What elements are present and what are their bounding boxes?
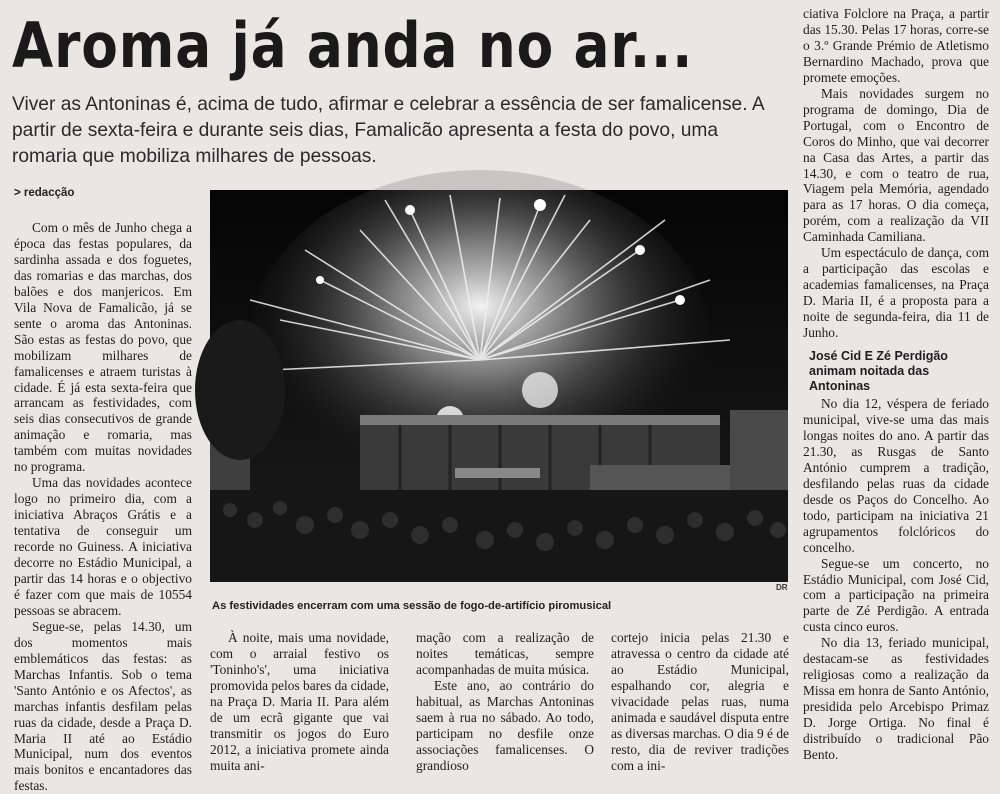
paragraph: Segue-se um concerto, no Estádio Municipal, com José Cid, com a participação na primeira parte de Zé Perdigão. A entrada custa cinco euros. bbox=[803, 555, 989, 635]
paragraph: Um espectáculo de dança, com a participação das escolas e academias famalicenses, na Praça D. Maria II, é a proposta para a noite de segunda-feira, dia 11 de Junho. bbox=[803, 245, 989, 341]
paragraph: Mais novidades surgem no programa de domingo, Dia de Portugal, com o Encontro de Coros do Minho, que vai decorrer na Casa das Artes, a partir das 14.30, e com o teatro de rua, Viagem pela Memória, agendado para as 17 horas. O dia começa, porém, com a realização da VII Caminhada Camiliana. bbox=[803, 85, 989, 245]
photo-credit: DR bbox=[776, 583, 788, 592]
article-column-5 bbox=[803, 6, 989, 762]
paragraph: No dia 13, feriado municipal, destacam-se as festividades religiosas como a realização da Missa em honra de Santo António, presidida pelo Arcebispo Primaz D. Jorge Ortiga. No final é distribuído o tradicional Pão Bento. bbox=[803, 635, 989, 762]
paragraph: cortejo inicia pelas 21.30 e atravessa o centro da cidade até ao Estádio Municipal, espalhando cor, alegria e vivacidade pelas ruas, numa animada e saudável disputa entre as diversas marchas. O dia 9 é de resto, dia de reviver tradições com a ini- bbox=[611, 630, 789, 773]
headline: Aroma já anda no ar... bbox=[12, 9, 694, 82]
byline: > redacção bbox=[14, 187, 75, 199]
article-column-2 bbox=[210, 630, 389, 773]
paragraph: Com o mês de Junho chega a época das festas populares, da sardinha assada e dos foguetes, das romarias e das marchas, dos balões e dos manjericos. Em Vila Nova de Famalicão, já se sente o aroma das Antoninas. São estas as festas do povo, que mobilizam milhares de famalicenses e atraem turistas à cidade. É já esta sexta-feira que arrancam as festividades, com seis dias consecutivos de grande animação e romaria, mas também com muitas novidades no programa. bbox=[14, 220, 192, 475]
article-column-3 bbox=[416, 630, 594, 773]
tree bbox=[195, 320, 285, 460]
photo-caption: As festividades encerram com uma sessão de fogo-de-artifício piromusical bbox=[212, 600, 612, 612]
section-subheading: José Cid E Zé Perdigão animam noitada das Antoninas bbox=[809, 349, 948, 394]
paragraph: Segue-se, pelas 14.30, um dos momentos mais emblemáticos das festas: as Marchas Infantis. Sob o tema 'Santo António e os Afectos', as marchas infantis desfilam pelas ruas da cidade, desde a Praça D. Maria II até ao Estádio Municipal, num dos eventos mais bonitos e encantadores das festas. bbox=[14, 618, 192, 794]
fireworks-photo bbox=[210, 190, 788, 582]
paragraph: mação com a realização de noites temáticas, sempre acompanhadas de muita música. bbox=[416, 630, 594, 677]
stage-roof bbox=[455, 468, 540, 478]
paragraph: ciativa Folclore na Praça, a partir das 15.30. Pelas 17 horas, corre-se o 3.º Grande Prémio de Atletismo Bernardino Machado, prova que promete emoções. bbox=[803, 6, 989, 85]
paragraph: No dia 12, véspera de feriado municipal, vive-se uma das mais longas noites do ano. A partir das 21.30, as Rusgas de Santo António cumprem a tradição, desfilando pelas ruas da cidade desde os Paços do Concelho. Ao todo, participam na iniciativa 21 agrupamentos folclóricos do concelho. bbox=[803, 396, 989, 555]
paragraph: Uma das novidades acontece logo no primeiro dia, com a iniciativa Abraços Grátis e a tentativa de conseguir um recorde no Guiness. A iniciativa decorre no Estádio Municipal, a partir das 14 horas e o objectivo é fazer com que mais de 10554 pessoas se abracem. bbox=[14, 475, 192, 618]
article-column-1 bbox=[14, 220, 192, 794]
article-column-4 bbox=[611, 630, 789, 773]
paragraph: À noite, mais uma novidade, com o arraial festivo os 'Toninho's', uma iniciativa promovida pelos bares da cidade, na Praça D. Maria II. Para além de um ecrã gigante que vai transmitir os jogos do Euro 2012, a iniciativa promete ainda muita ani- bbox=[210, 630, 389, 773]
lead-paragraph: Viver as Antoninas é, acima de tudo, afirmar e celebrar a essência de ser famalicense. A partir de sexta-feira e durante seis dias, Famalicão apresenta a festa do povo, uma romaria que mobiliza milhares de pessoas. bbox=[12, 94, 764, 167]
fireworks-illustration bbox=[210, 190, 788, 582]
paragraph: Este ano, ao contrário do habitual, as Marchas Antoninas saem à rua no sábado. Ao todo, participam no desfile onze associações famalicenses. O grandioso bbox=[416, 677, 594, 773]
crowd bbox=[210, 490, 788, 582]
